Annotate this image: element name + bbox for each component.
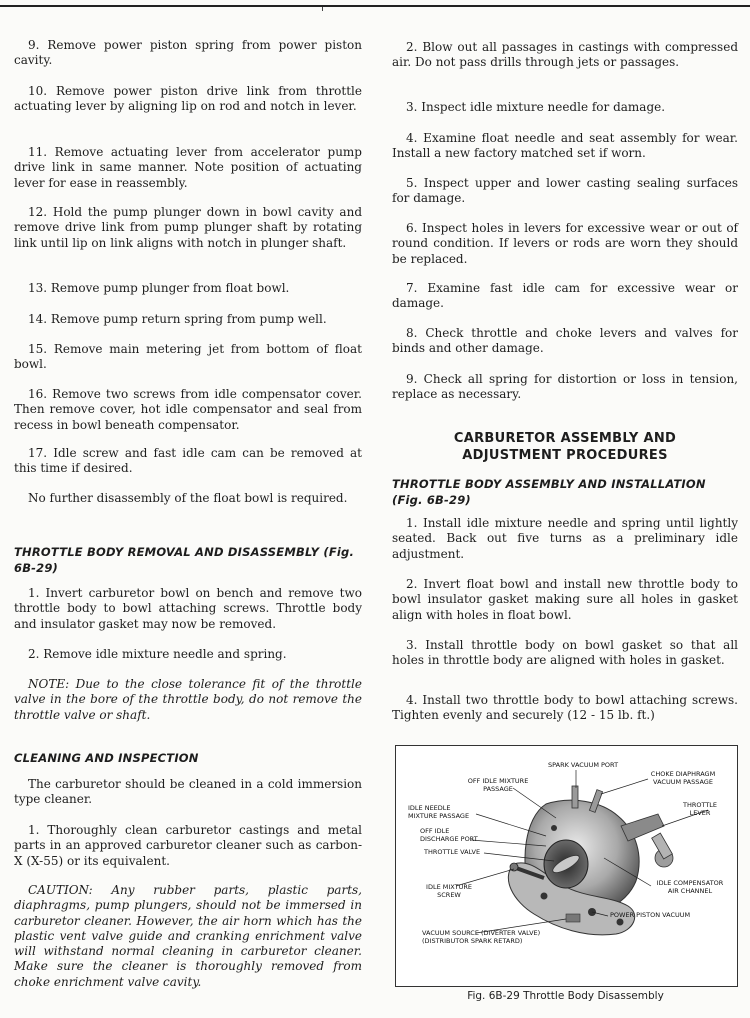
cleaning-heading: CLEANING AND INSPECTION: [14, 751, 199, 765]
throttle-assembly-heading: THROTTLE BODY ASSEMBLY AND INSTALLATION (Fig. 6B-29): [392, 477, 706, 507]
label-idle-compensator: IDLE COMPENSATOR AIR CHANNEL: [656, 879, 724, 895]
throttle-removal-heading: THROTTLE BODY REMOVAL AND DISASSEMBLY (Fig. 6B-29): [14, 545, 355, 575]
label-spark-vacuum-port: SPARK VACUUM PORT: [548, 761, 619, 769]
step-10-disassembly: 10. Remove power piston drive link from throttle actuating lever by aligning lip on rod and notch in lever.: [14, 84, 362, 114]
step-13-disassembly: 13. Remove pump plunger from float bowl.: [28, 281, 290, 295]
label-off-idle-discharge: OFF IDLE DISCHARGE PORT: [420, 827, 478, 843]
label-choke-diaphragm: CHOKE DIAPHRAGM VACUUM PASSAGE: [650, 770, 716, 786]
figure-caption: Fig. 6B-29 Throttle Body Disassembly: [467, 990, 664, 1002]
label-off-idle-mixture: OFF IDLE MIXTURE PASSAGE: [467, 777, 529, 793]
cleaning-intro: The carburetor should be cleaned in a cold immersion type cleaner.: [14, 777, 362, 807]
label-vacuum-source: VACUUM SOURCE (DIVERTER VALVE) (DISTRIBUTOR SPARK RETARD): [422, 929, 541, 945]
step-17-disassembly: 17. Idle screw and fast idle cam can be removed at this time if desired.: [14, 446, 362, 476]
cleaning-caution: CAUTION: Any rubber parts, plastic parts, diaphragms, pump plungers, should not be immersed in carburetor cleaner. However, the air horn which has the plastic vent valve guide and cranking enrichment valve will withstand normal cleaning in carburetor cleaner. Make sure the cleaner is thoroughly removed from choke enrichment valve cavity.: [14, 883, 362, 989]
assembly-step-4: 4. Install two throttle body to bowl attaching screws. Tighten evenly and securely (12 - 15 lb. ft.): [392, 693, 738, 723]
assembly-step-1: 1. Install idle mixture needle and spring until lightly seated. Back out five turns as a preliminary idle adjustment.: [392, 516, 738, 561]
assembly-main-heading-line-2: ADJUSTMENT PROCEDURES: [462, 448, 668, 463]
inspection-step-5: 5. Inspect upper and lower casting sealing surfaces for damage.: [392, 176, 738, 206]
no-further-disassembly: No further disassembly of the float bowl is required.: [28, 491, 348, 505]
assembly-main-heading-line-1: CARBURETOR ASSEMBLY AND: [453, 431, 677, 446]
step-15-disassembly: 15. Remove main metering jet from bottom of float bowl.: [14, 342, 362, 372]
step-14-disassembly: 14. Remove pump return spring from pump well.: [28, 312, 327, 326]
throttle-removal-step-2: 2. Remove idle mixture needle and spring.: [28, 647, 287, 661]
throttle-note: NOTE: Due to the close tolerance fit of the throttle valve in the bore of the throttle body, do not remove the throttle valve or shaft.: [14, 677, 362, 722]
top-tick-mark: [322, 7, 323, 11]
step-11-disassembly: 11. Remove actuating lever from accelerator pump drive link in same manner. Note position of actuating lever for ease in reassembly.: [14, 145, 362, 190]
top-rule: [0, 5, 750, 7]
inspection-step-9: 9. Check all spring for distortion or loss in tension, replace as necessary.: [392, 372, 738, 402]
throttle-removal-step-1: 1. Invert carburetor bowl on bench and remove two throttle body to bowl attaching screws. Throttle body and insulator gasket may now be removed.: [14, 586, 362, 631]
inspection-step-4: 4. Examine float needle and seat assembly for wear. Install a new factory matched set if worn.: [392, 131, 738, 161]
step-12-disassembly: 12. Hold the pump plunger down in bowl cavity and remove drive link from pump plunger shaft by rotating link until lip on link aligns with notch in plunger shaft.: [14, 205, 362, 250]
label-throttle-lever: THROTTLE LEVER: [682, 801, 718, 817]
inspection-step-3: 3. Inspect idle mixture needle for damage.: [406, 100, 666, 114]
label-idle-mixture-screw: IDLE MIXTURE SCREW: [426, 883, 472, 899]
assembly-step-2: 2. Invert float bowl and install new throttle body to bowl insulator gasket making sure all holes in gasket align with holes in float bowl.: [392, 577, 738, 622]
cleaning-step-1: 1. Thoroughly clean carburetor castings and metal parts in an approved carburetor cleaner such as carbon-X (X-55) or its equivalent.: [14, 823, 362, 868]
inspection-step-6: 6. Inspect holes in levers for excessive wear or out of round condition. If levers or rods are worn they should be replaced.: [392, 221, 738, 266]
inspection-step-2: 2. Blow out all passages in castings with compressed air. Do not pass drills through jets or passages.: [392, 40, 738, 70]
inspection-step-8: 8. Check throttle and choke levers and valves for binds and other damage.: [392, 326, 738, 356]
label-idle-needle-passage: IDLE NEEDLE MIXTURE PASSAGE: [408, 804, 470, 820]
inspection-step-7: 7. Examine fast idle cam for excessive wear or damage.: [392, 281, 738, 311]
assembly-step-3: 3. Install throttle body on bowl gasket so that all holes in throttle body are aligned with holes in gasket.: [392, 638, 738, 668]
label-throttle-valve: THROTTLE VALVE: [424, 848, 481, 856]
step-16-disassembly: 16. Remove two screws from idle compensator cover. Then remove cover, hot idle compensator and seal from recess in bowl beneath compensator.: [14, 387, 362, 432]
label-power-piston-vacuum: POWER PISTON VACUUM: [610, 911, 691, 919]
step-9-disassembly: 9. Remove power piston spring from power piston cavity.: [14, 38, 362, 68]
throttle-body-figure: [395, 745, 738, 987]
